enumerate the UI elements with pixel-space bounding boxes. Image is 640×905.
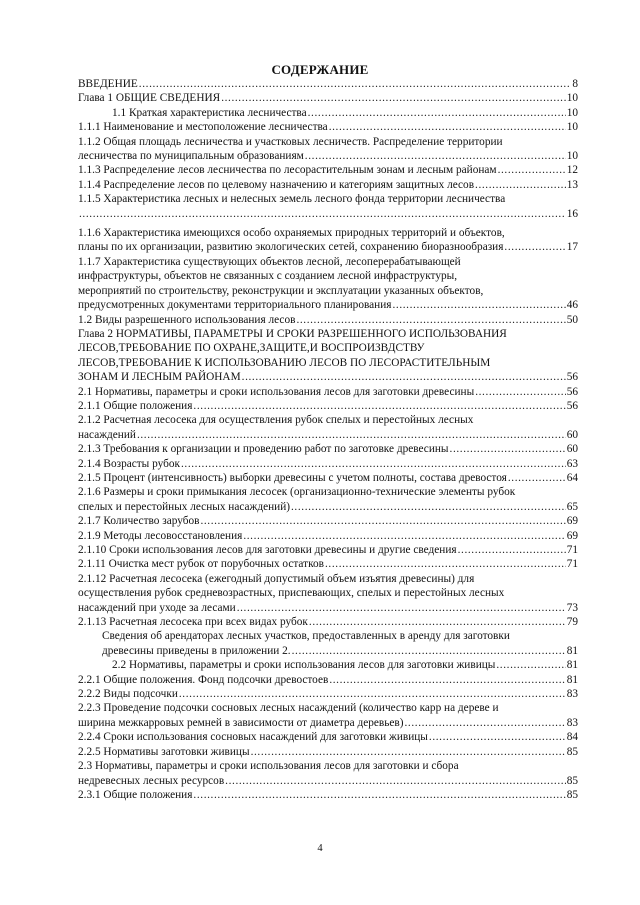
toc-entry[interactable]	[78, 163, 578, 177]
toc-page-number: 84	[566, 731, 578, 744]
toc-entry-line	[78, 788, 578, 802]
toc-entry-text: ЛЕСОВ,ТРЕБОВАНИЕ ПО ОХРАНЕ,ЗАЩИТЕ,И ВОСПРОИЗВДСТВУ	[78, 342, 425, 355]
toc-page-number: 81	[566, 659, 578, 672]
toc-dot-leader	[193, 788, 565, 802]
toc-entry[interactable]	[78, 226, 578, 255]
toc-dot-leader	[237, 601, 566, 615]
toc-entry-line	[78, 178, 578, 192]
toc-entry[interactable]	[78, 788, 578, 802]
toc-entry[interactable]	[78, 413, 578, 442]
toc-page-number: 64	[566, 471, 578, 484]
toc-entry-line	[78, 77, 578, 91]
toc-entry-line	[78, 356, 578, 370]
toc-dot-leader	[475, 385, 566, 399]
toc-entry-text: 2.1.12 Расчетная лесосека (ежегодный допустимый объем изъятия древесины) для	[78, 572, 475, 585]
toc-page-number: 79	[566, 616, 578, 629]
toc-dot-leader	[139, 77, 572, 91]
toc-page-number: 8	[572, 78, 578, 90]
toc-page-number: 10	[566, 150, 578, 163]
toc-entry-line	[78, 687, 578, 701]
toc-entry-line	[78, 413, 578, 427]
toc-page-number: 17	[566, 241, 578, 254]
toc-dot-leader	[496, 658, 565, 672]
toc-dot-leader	[200, 514, 565, 528]
toc-page-number: 56	[566, 371, 578, 384]
toc-entry-text: 2.1.7 Количество зарубов	[78, 515, 200, 528]
toc-entry-text: планы по их организации, развитию экологических сетей, сохранению биоразнообразия	[78, 241, 504, 254]
toc-entry-text: лесничества по муниципальным образованиям	[78, 150, 304, 163]
toc-dot-leader	[308, 106, 566, 120]
toc-entry-line	[102, 644, 578, 658]
toc-entry[interactable]	[78, 759, 578, 788]
toc-entry-line	[102, 629, 578, 643]
toc-dot-leader	[325, 557, 566, 571]
toc-entry-text: 2.2.2 Виды подсочки	[78, 688, 178, 701]
toc-entry[interactable]	[78, 192, 578, 221]
toc-entry[interactable]	[78, 178, 578, 192]
toc-entry[interactable]	[78, 399, 578, 413]
toc-dot-leader	[309, 615, 566, 629]
toc-entry-line	[78, 385, 578, 399]
toc-entry-text: Сведения об арендаторах лесных участков, предоставленных в аренду для заготовки	[102, 630, 510, 643]
toc-entry-text: 2.3.1 Общие положения	[78, 788, 193, 801]
toc-page-number: 83	[566, 688, 578, 701]
toc-dot-leader	[179, 687, 566, 701]
toc-entry[interactable]	[78, 745, 578, 759]
toc-dot-leader	[292, 644, 566, 658]
toc-entry-text: недревесных лесных ресурсов	[78, 774, 225, 787]
toc-dot-leader	[181, 457, 566, 471]
toc-entry-text: 2.1.13 Расчетная лесосека при всех видах рубок	[78, 616, 308, 629]
table-of-contents	[78, 77, 578, 802]
toc-page-number: 85	[566, 774, 578, 787]
page-number: 4	[317, 843, 323, 854]
toc-entry-text: ЗОНАМ И ЛЕСНЫМ РАЙОНАМ	[78, 371, 241, 384]
toc-entry[interactable]	[78, 557, 578, 571]
toc-page-number: 63	[566, 457, 578, 470]
toc-entry-text: 2.1.10 Сроки использования лесов для заготовки древесины и другие сведения	[78, 544, 457, 556]
toc-dot-leader	[243, 529, 565, 543]
toc-entry-line	[78, 572, 578, 586]
toc-entry-text: Глава 2 НОРМАТИВЫ, ПАРАМЕТРЫ И СРОКИ РАЗРЕШЕННОГО ИСПОЛЬЗОВАНИЯ	[78, 327, 507, 340]
toc-entry[interactable]	[78, 701, 578, 730]
toc-entry[interactable]	[78, 572, 578, 615]
toc-entry-text: предусмотренных документами территориального планирования	[78, 299, 392, 312]
toc-page-number: 16	[566, 207, 578, 220]
toc-page-number: 83	[566, 716, 578, 729]
toc-dot-leader	[508, 471, 566, 485]
toc-entry-text: спелых и перестойных лесных насаждений)	[78, 500, 290, 513]
toc-entry-line	[112, 658, 578, 672]
toc-entry-line	[78, 149, 578, 163]
toc-entry-line	[78, 457, 578, 471]
toc-entry-text: осуществления рубок средневозрастных, приспевающих, спелых и перестойных лесных	[78, 587, 505, 600]
toc-entry[interactable]	[78, 135, 578, 164]
toc-entry[interactable]	[78, 529, 578, 543]
toc-entry-line	[78, 255, 578, 269]
toc-dot-leader	[291, 500, 566, 514]
page-title: СОДЕРЖАНИЕ	[271, 62, 369, 77]
toc-page-number: 81	[566, 644, 578, 657]
toc-page-number: 50	[566, 313, 578, 326]
toc-entry-text: 2.3 Нормативы, параметры и сроки использования лесов для заготовки и сбора	[78, 760, 459, 773]
toc-entry-line	[78, 370, 578, 384]
toc-entry-line	[78, 135, 578, 149]
toc-entry-line	[78, 673, 578, 687]
toc-entry-line	[78, 442, 578, 456]
toc-dot-leader	[392, 298, 565, 312]
toc-page-number: 12	[566, 164, 578, 177]
toc-entry[interactable]	[78, 442, 578, 456]
toc-entry[interactable]	[78, 485, 578, 514]
toc-entry-line	[78, 730, 578, 744]
toc-entry-line	[78, 745, 578, 759]
toc-dot-leader	[225, 774, 566, 788]
toc-entry-text: 2.1.9 Методы лесовосстановления	[78, 529, 243, 542]
toc-page-number: 85	[566, 788, 578, 801]
toc-entry-text: 2.1 Нормативы, параметры и сроки использования лесов для заготовки древесины	[78, 385, 475, 398]
toc-entry[interactable]	[78, 91, 578, 105]
toc-entry-line	[78, 399, 578, 413]
toc-entry-text: мероприятий по строительству, реконструкции и эксплуатации указанных объектов,	[78, 284, 484, 297]
toc-dot-leader	[329, 673, 565, 687]
toc-entry-line	[78, 471, 578, 485]
toc-page-number: 10	[566, 106, 578, 119]
toc-entry-line	[78, 601, 578, 615]
toc-dot-leader	[329, 120, 566, 134]
toc-entry[interactable]	[78, 385, 578, 399]
toc-entry-text: 2.1.5 Процент (интенсивность) выборки древесины с учетом полноты, состава древостоя	[78, 471, 507, 484]
toc-entry-text: 2.2 Нормативы, параметры и сроки использования лесов для заготовки живицы	[112, 659, 496, 672]
toc-page-number: 56	[566, 399, 578, 412]
toc-page-number: 71	[566, 558, 578, 571]
toc-page-number: 69	[566, 515, 578, 528]
toc-entry-line	[78, 514, 578, 528]
toc-entry-line	[78, 192, 578, 206]
toc-entry[interactable]	[78, 514, 578, 528]
toc-entry-text: инфраструктуры, объектов не связанных с созданием лесной инфраструктуры,	[78, 270, 458, 283]
toc-entry-line	[78, 207, 578, 221]
toc-entry[interactable]	[78, 457, 578, 471]
toc-page-number: 71	[566, 544, 578, 556]
toc-entry-text: ЛЕСОВ,ТРЕБОВАНИЕ К ИСПОЛЬЗОВАНИЮ ЛЕСОВ ПО ЛЕСОРАСТИТЕЛЬНЫМ	[78, 356, 491, 369]
toc-entry-line	[78, 120, 578, 134]
toc-entry[interactable]	[78, 615, 578, 629]
toc-entry-text: 2.1.11 Очистка мест рубок от порубочных остатков	[78, 558, 324, 571]
toc-entry-text: 1.1.5 Характеристика лесных и нелесных земель лесного фонда территории лесничества	[78, 193, 506, 206]
toc-page-number: 46	[566, 299, 578, 312]
toc-entry-text: 2.2.1 Общие положения. Фонд подсочки древостоев	[78, 673, 329, 686]
toc-page-number: 65	[566, 500, 578, 513]
toc-entry[interactable]	[78, 673, 578, 687]
toc-entry-line	[78, 327, 578, 341]
toc-entry[interactable]	[78, 106, 578, 120]
toc-entry-text: 2.1.3 Требования к организации и проведению работ по заготовке древесины	[78, 443, 449, 456]
toc-entry-text: ширина межкарровых ремней в зависимости от диаметра деревьев)	[78, 716, 404, 729]
toc-dot-leader	[242, 370, 566, 384]
toc-entry-text: 2.1.1 Общие положения	[78, 399, 193, 412]
toc-entry-line	[78, 341, 578, 355]
toc-dot-leader	[458, 543, 566, 557]
toc-entry-text: 2.1.2 Расчетная лесосека для осуществления рубок спелых и перестойных лесных	[78, 414, 474, 427]
toc-entry-line	[78, 615, 578, 629]
toc-page-number: 10	[566, 121, 578, 134]
toc-dot-leader	[498, 163, 566, 177]
toc-page-number: 81	[566, 673, 578, 686]
toc-entry-line	[78, 298, 578, 312]
toc-entry-text: 1.1.1 Наименование и местоположение лесничества	[78, 121, 328, 134]
toc-dot-leader	[475, 178, 566, 192]
toc-dot-leader	[296, 313, 565, 327]
toc-entry-line	[78, 586, 578, 600]
toc-dot-leader	[137, 428, 566, 442]
toc-entry-text: 1.1.6 Характеристика имеющихся особо охраняемых природных территорий и объектов,	[78, 227, 505, 240]
toc-entry-text: 2.2.3 Проведение подсочки сосновых лесных насаждений (количество карр на дереве и	[78, 702, 499, 715]
toc-entry-line	[78, 240, 578, 254]
toc-entry[interactable]	[78, 313, 578, 327]
toc-entry-line	[78, 284, 578, 298]
toc-entry-text: 2.2.4 Сроки использования сосновых насаждений для заготовки живицы	[78, 731, 428, 744]
toc-dot-leader	[305, 149, 566, 163]
toc-entry[interactable]	[78, 730, 578, 744]
toc-entry[interactable]	[78, 327, 578, 385]
toc-entry-text: Глава 1 ОБЩИЕ СВЕДЕНИЯ	[78, 92, 221, 105]
toc-dot-leader	[405, 716, 566, 730]
toc-page-number: 56	[566, 385, 578, 398]
toc-entry-text: 2.1.4 Возрасты рубок	[78, 457, 180, 470]
toc-entry[interactable]	[78, 687, 578, 701]
toc-entry-text: 1.2 Виды разрешенного использования лесов	[78, 313, 296, 326]
toc-page-number: 69	[566, 529, 578, 542]
toc-entry-text: 1.1 Краткая характеристика лесничества	[112, 106, 307, 119]
toc-entry[interactable]	[78, 471, 578, 485]
toc-entry-line	[78, 774, 578, 788]
toc-page-number: 60	[566, 428, 578, 441]
toc-entry[interactable]	[78, 543, 578, 557]
toc-entry-text: насаждений при уходе за лесами	[78, 601, 236, 614]
toc-dot-leader	[504, 240, 565, 254]
toc-dot-leader	[79, 207, 566, 221]
toc-dot-leader	[193, 399, 565, 413]
toc-dot-leader	[429, 730, 566, 744]
toc-entry-text: 1.1.2 Общая площадь лесничества и участковых лесничеств. Распределение территории	[78, 135, 503, 148]
toc-entry-line	[78, 557, 578, 571]
toc-entry-text: 2.2.5 Нормативы заготовки живицы	[78, 745, 250, 758]
toc-entry-line	[78, 500, 578, 514]
toc-entry-text: 1.1.3 Распределение лесов лесничества по лесорастительным зонам и лесным районам	[78, 164, 497, 177]
toc-dot-leader	[221, 91, 566, 105]
toc-entry-line	[78, 701, 578, 715]
toc-entry-line	[78, 716, 578, 730]
toc-entry[interactable]	[78, 77, 578, 91]
toc-entry-line	[78, 163, 578, 177]
toc-entry-text: ВВЕДЕНИЕ	[78, 78, 138, 90]
toc-entry[interactable]	[78, 658, 578, 672]
toc-dot-leader	[251, 745, 566, 759]
toc-entry-line	[78, 428, 578, 442]
toc-page-number: 10	[566, 92, 578, 105]
toc-entry-line	[78, 313, 578, 327]
toc-page-number: 73	[566, 601, 578, 614]
toc-entry-line	[78, 759, 578, 773]
toc-entry-line	[78, 529, 578, 543]
toc-entry[interactable]	[78, 255, 578, 313]
toc-entry-line	[78, 543, 578, 557]
toc-entry[interactable]	[78, 120, 578, 134]
toc-entry-line	[78, 226, 578, 240]
toc-entry-line	[112, 106, 578, 120]
toc-entry-line	[78, 91, 578, 105]
toc-entry-text: 1.1.4 Распределение лесов по целевому назначению и категориям защитных лесов	[78, 178, 475, 191]
toc-entry-text: 2.1.6 Размеры и сроки примыкания лесосек (организационно-технические элементы рубок	[78, 486, 516, 499]
toc-entry-text: древесины приведены в приложении 2.	[102, 644, 291, 657]
toc-entry[interactable]	[78, 629, 578, 658]
toc-page-number: 13	[566, 178, 578, 191]
toc-page-number: 60	[566, 443, 578, 456]
toc-entry-line	[78, 269, 578, 283]
toc-page-number: 85	[566, 745, 578, 758]
toc-entry-text: насаждений	[78, 428, 136, 441]
toc-dot-leader	[450, 442, 566, 456]
toc-entry-text: 1.1.7 Характеристика существующих объектов лесной, лесоперерабатывающей	[78, 255, 461, 268]
toc-entry-line	[78, 485, 578, 499]
